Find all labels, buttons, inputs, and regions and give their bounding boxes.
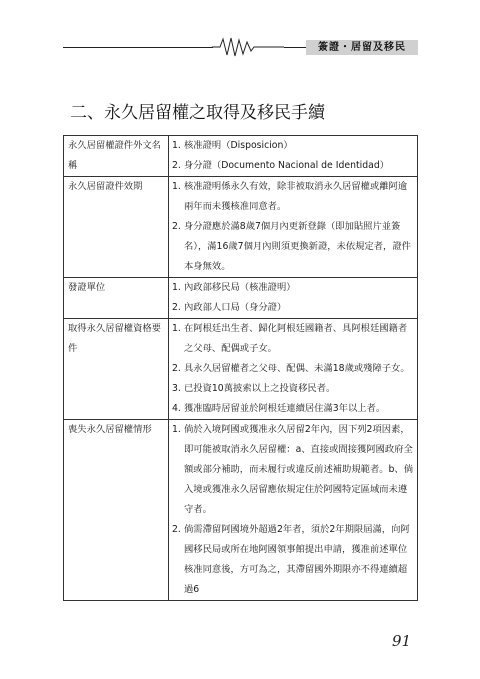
- item-number: 1.: [172, 323, 181, 334]
- item-number: 2.: [172, 302, 181, 313]
- row-content: [169, 278, 418, 319]
- item-text: 內政部人口局（身分證）: [184, 302, 287, 313]
- table-row: [64, 319, 418, 420]
- item-number: 1.: [172, 140, 181, 151]
- item-number: 4.: [172, 403, 181, 414]
- list-item: [172, 298, 414, 318]
- list-item: [172, 420, 414, 520]
- table-row: [64, 136, 418, 177]
- item-text: 倘需滯留阿國境外超過2年者，須於2年期限屆滿，向阿國移民局或所在地阿國領事館提出申請，獲准前述單位核准同意後，方可為之，其滯留國外期限亦不得連續超過6: [184, 524, 410, 595]
- list-item: [172, 136, 414, 156]
- table-row: [64, 420, 418, 601]
- row-label: 喪失永久居留權情形: [64, 420, 169, 601]
- section-title: 二、永久居留權之取得及移民手續: [70, 103, 325, 123]
- header-title: 簽證・居留及移民: [306, 40, 418, 55]
- row-content: [169, 420, 418, 601]
- item-number: 1.: [172, 181, 181, 192]
- item-text: 獲准臨時居留並於阿根廷連續居住滿3年以上者。: [184, 403, 386, 414]
- item-text: 核准證明（Disposicion）: [184, 140, 293, 151]
- list-item: [172, 359, 414, 379]
- row-label: 取得永久居留權資格要件: [64, 319, 169, 420]
- list-item: [172, 520, 414, 600]
- header-line-right: [284, 47, 306, 48]
- list-item: [172, 177, 414, 217]
- item-text: 身分證應於滿8歲7個月內更新登錄（即加貼照片並簽名），滿16歲7個月內則須更換新證，未依規定者，證件本身無效。: [184, 221, 411, 272]
- list-item: [172, 156, 414, 176]
- item-number: 2.: [172, 160, 181, 171]
- list-item: [172, 319, 414, 359]
- item-number: 3.: [172, 383, 181, 394]
- list-item: [172, 217, 414, 277]
- item-text: 倘於入境阿國或獲准永久居留2年內，因下列2項因素，即可能被取消永久居留權：a、直接或間接獲阿國政府全額或部分補助，而未履行或違反前述補助規範者。b、倘入境或獲准永久居留應依規定住於阿國特定區域而未遵守者。: [184, 424, 414, 515]
- item-text: 身分證（Documento Nacional de Identidad）: [184, 160, 390, 171]
- item-number: 2.: [172, 221, 181, 232]
- row-content: [169, 136, 418, 177]
- header-line-left: [63, 47, 213, 48]
- item-text: 核准證明係永久有效，除非被取消永久居留權或離阿逾兩年而未獲核准同意者。: [184, 181, 408, 212]
- item-number: 2.: [172, 363, 181, 374]
- row-label: 永久居留權證件外文名稱: [64, 136, 169, 177]
- row-content: [169, 177, 418, 278]
- item-number: 1.: [172, 282, 181, 293]
- list-item: [172, 399, 414, 419]
- item-text: 已投資10萬披索以上之投資移民者。: [184, 383, 336, 394]
- info-table: [63, 135, 418, 601]
- item-text: 在阿根廷出生者、歸化阿根廷國籍者、具阿根廷國籍者之父母、配偶或子女。: [184, 323, 408, 354]
- table-row: [64, 177, 418, 278]
- list-item: [172, 278, 414, 298]
- row-label: 發證單位: [64, 278, 169, 319]
- item-text: 內政部移民局（核准證明）: [184, 282, 296, 293]
- list-item: [172, 379, 414, 399]
- row-label: 永久居留證件效期: [64, 177, 169, 278]
- item-text: 具永久居留權者之父母、配偶、未滿18歲或殘障子女。: [184, 363, 410, 374]
- item-number: 1.: [172, 424, 181, 435]
- item-number: 2.: [172, 524, 181, 535]
- page-number: 91: [392, 632, 412, 650]
- pulse-line-graphic: [212, 36, 284, 58]
- table-row: [64, 278, 418, 319]
- row-content: [169, 319, 418, 420]
